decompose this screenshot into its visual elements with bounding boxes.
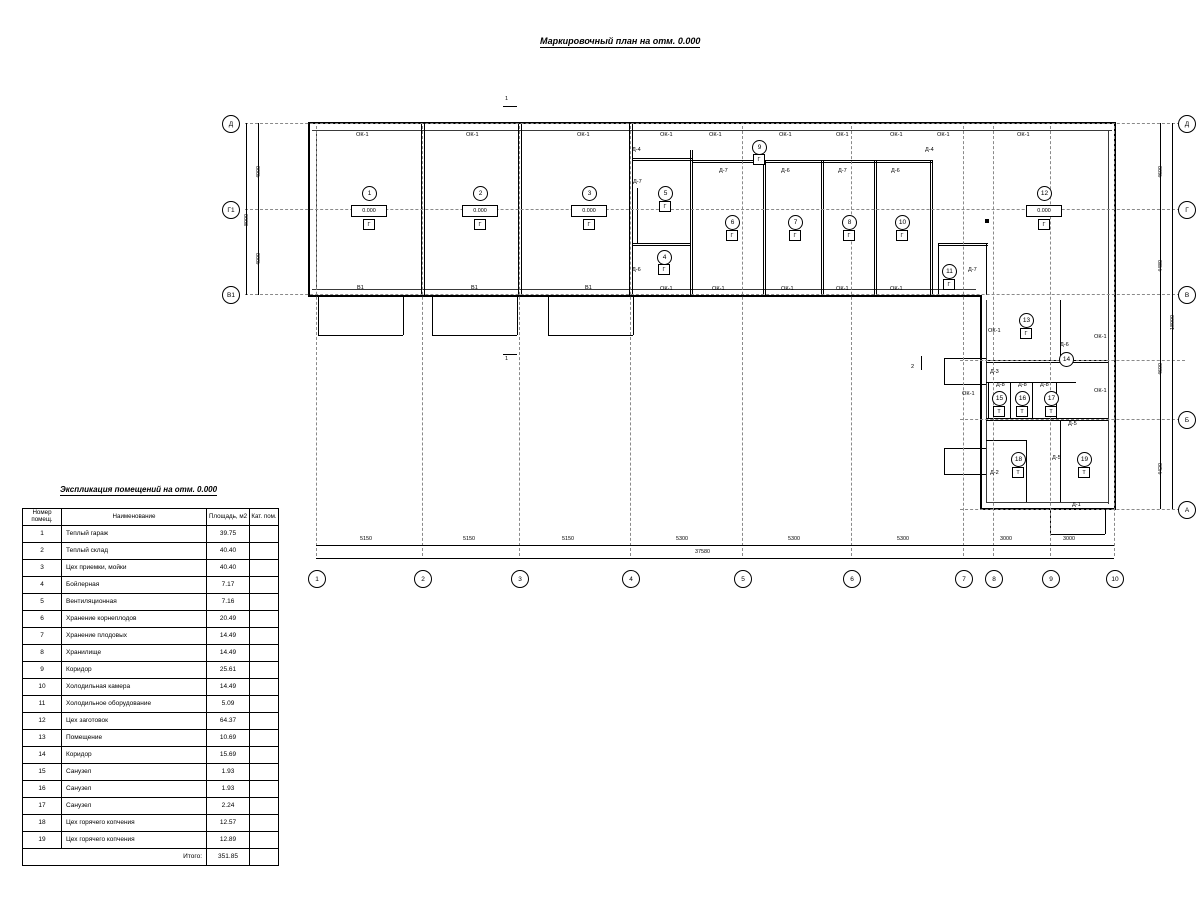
table-row bbox=[23, 645, 279, 662]
room-cat-12: Г bbox=[1038, 219, 1050, 230]
cell-number: 12 bbox=[23, 713, 62, 730]
dim-b-4: 5300 bbox=[676, 536, 688, 542]
wall-lowerwing-bottom-inner bbox=[986, 502, 1108, 503]
cell-area: 10.69 bbox=[207, 730, 250, 747]
window-label-11: ОК-1 bbox=[660, 286, 673, 292]
cell-name: Бойлерная bbox=[62, 577, 207, 594]
cell-number: 16 bbox=[23, 781, 62, 798]
room-marker-18: 18 bbox=[1011, 452, 1026, 467]
axis-bubble-bottom-2: 2 bbox=[414, 570, 432, 588]
cell-number: 8 bbox=[23, 645, 62, 662]
door-label-3: Д-7 bbox=[719, 168, 728, 174]
door-label-14: Д-5 bbox=[1068, 421, 1077, 427]
table-row bbox=[23, 594, 279, 611]
porch-2-bot bbox=[944, 474, 986, 475]
partition-6b bbox=[765, 160, 766, 297]
table-row bbox=[23, 611, 279, 628]
cell-kat bbox=[250, 798, 279, 815]
corridor-upper-wall-b bbox=[692, 162, 932, 163]
dim-line-right bbox=[1160, 123, 1161, 509]
gate-label-3: В1 bbox=[585, 285, 592, 291]
lw-part-d bbox=[986, 440, 1026, 441]
door-label-9: Д-7 bbox=[968, 267, 977, 273]
gate-sill-3-r bbox=[633, 297, 634, 335]
axis-bubble-V-right: В bbox=[1178, 286, 1196, 304]
axis-bubble-bottom-3: 3 bbox=[511, 570, 529, 588]
cell-name: Хранилище bbox=[62, 645, 207, 662]
window-label-17: ОК-1 bbox=[1094, 334, 1107, 340]
table-row bbox=[23, 679, 279, 696]
axis-bubble-bottom-1: 1 bbox=[308, 570, 326, 588]
grid-line-8 bbox=[993, 126, 994, 556]
cell-number: 18 bbox=[23, 815, 62, 832]
section-mark-1-top-line bbox=[503, 106, 517, 107]
window-label-15: ОК-1 bbox=[890, 286, 903, 292]
cell-area: 12.89 bbox=[207, 832, 250, 849]
cell-name: Санузел bbox=[62, 764, 207, 781]
cell-name: Цех приемки, мойки bbox=[62, 560, 207, 577]
room-level-2: 0.000 bbox=[462, 205, 498, 217]
grid-line-7 bbox=[963, 126, 964, 556]
table-row bbox=[23, 560, 279, 577]
cell-number: 17 bbox=[23, 798, 62, 815]
axis-bubble-V1-left: В1 bbox=[222, 286, 240, 304]
lw-part-v1 bbox=[1060, 300, 1061, 360]
door-label-1: Д-4 bbox=[632, 147, 641, 153]
cell-area: 7.17 bbox=[207, 577, 250, 594]
cell-area: 39.75 bbox=[207, 526, 250, 543]
room-marker-14: 14 bbox=[1059, 352, 1074, 367]
cell-number: 3 bbox=[23, 560, 62, 577]
grid-line-4 bbox=[630, 126, 631, 556]
cell-area: 1.93 bbox=[207, 764, 250, 781]
cell-number: 13 bbox=[23, 730, 62, 747]
table-row bbox=[23, 764, 279, 781]
room-marker-5: 5 bbox=[658, 186, 673, 201]
axis-bubble-bottom-6: 6 bbox=[843, 570, 861, 588]
door-label-5: Д-7 bbox=[838, 168, 847, 174]
dim-b-6: 5300 bbox=[897, 536, 909, 542]
porch-1-left bbox=[944, 358, 945, 384]
table-row bbox=[23, 526, 279, 543]
axis-bubble-bottom-8: 8 bbox=[985, 570, 1003, 588]
cell-number: 2 bbox=[23, 543, 62, 560]
wall-bottom-upper bbox=[308, 295, 980, 297]
gate-sill-1-r bbox=[403, 297, 404, 335]
cell-number: 7 bbox=[23, 628, 62, 645]
room-marker-9: 9 bbox=[752, 140, 767, 155]
room-level-3: 0.000 bbox=[571, 205, 607, 217]
total-label: Итого: bbox=[23, 849, 207, 866]
room-cat-17: Т bbox=[1045, 406, 1057, 417]
cell-kat bbox=[250, 696, 279, 713]
cell-area: 64.37 bbox=[207, 713, 250, 730]
window-label-1: ОК-1 bbox=[356, 132, 369, 138]
room-marker-6: 6 bbox=[725, 215, 740, 230]
window-label-7: ОК-1 bbox=[836, 132, 849, 138]
room-marker-19: 19 bbox=[1077, 452, 1092, 467]
grid-line-V1 bbox=[245, 294, 1185, 295]
cell-kat bbox=[250, 764, 279, 781]
door-label-12: Д-8 bbox=[1018, 382, 1027, 388]
cell-name: Хранение корнеплодов bbox=[62, 611, 207, 628]
cell-kat bbox=[250, 594, 279, 611]
cell-area: 12.57 bbox=[207, 815, 250, 832]
cell-area: 25.61 bbox=[207, 662, 250, 679]
window-label-3: ОК-1 bbox=[577, 132, 590, 138]
room-cat-19: Т bbox=[1078, 467, 1090, 478]
dim-b-total: 37580 bbox=[695, 549, 710, 555]
grid-line-Bb bbox=[960, 419, 1185, 420]
cell-kat bbox=[250, 645, 279, 662]
grid-line-1 bbox=[316, 126, 317, 556]
cell-number: 10 bbox=[23, 679, 62, 696]
cell-kat bbox=[250, 781, 279, 798]
corridor-upper-wall bbox=[692, 160, 932, 161]
cell-name: Холодильная камера bbox=[62, 679, 207, 696]
cell-name: Санузел bbox=[62, 798, 207, 815]
gate-label-1: В1 bbox=[357, 285, 364, 291]
partition-7b bbox=[823, 160, 824, 297]
door-label-4: Д-6 bbox=[781, 168, 790, 174]
dim-line-left-total bbox=[246, 123, 247, 295]
gate-sill-1 bbox=[318, 335, 403, 336]
grid-line-6 bbox=[851, 126, 852, 556]
room-marker-3: 3 bbox=[582, 186, 597, 201]
cell-area: 1.93 bbox=[207, 781, 250, 798]
dim-r-1: 4600 bbox=[1158, 166, 1164, 178]
cell-number: 15 bbox=[23, 764, 62, 781]
porch-3-right bbox=[1105, 510, 1106, 534]
cell-number: 14 bbox=[23, 747, 62, 764]
partition-7 bbox=[821, 160, 822, 297]
lw-part-v6 bbox=[1060, 420, 1061, 502]
window-label-6: ОК-1 bbox=[779, 132, 792, 138]
table-row bbox=[23, 798, 279, 815]
partition-corridor-mid-b bbox=[632, 245, 690, 246]
axis-bubble-D-right: Д bbox=[1178, 115, 1196, 133]
table-total-row bbox=[23, 849, 279, 866]
gate-sill-1-l bbox=[318, 297, 319, 335]
room-marker-4: 4 bbox=[657, 250, 672, 265]
dim-line-bottom bbox=[316, 545, 1114, 546]
table-row bbox=[23, 747, 279, 764]
cell-name: Санузел bbox=[62, 781, 207, 798]
wall-left-lower-wing bbox=[980, 295, 982, 510]
cell-area: 5.09 bbox=[207, 696, 250, 713]
th-kat: Кат. пом. bbox=[250, 509, 279, 526]
axis-bubble-G-right: Г bbox=[1178, 201, 1196, 219]
lw-part-c-b bbox=[986, 420, 1108, 421]
room-cat-4: Г bbox=[658, 264, 670, 275]
door-label-10: Д-3 bbox=[990, 369, 999, 375]
partition-corridor-top-b bbox=[632, 160, 692, 161]
axis-bubble-B-right: Б bbox=[1178, 411, 1196, 429]
cell-name: Цех горячего копчения bbox=[62, 832, 207, 849]
lw-part-v2 bbox=[988, 382, 989, 418]
plan-title: Маркировочный план на отм. 0.000 bbox=[540, 36, 701, 46]
axis-bubble-bottom-7: 7 bbox=[955, 570, 973, 588]
gate-sill-2-r bbox=[517, 297, 518, 335]
cell-kat bbox=[250, 543, 279, 560]
porch-2-left bbox=[944, 448, 945, 474]
dim-l-1: 4000 bbox=[256, 166, 262, 178]
room-marker-16: 16 bbox=[1015, 391, 1030, 406]
cell-name: Холодильное оборудование bbox=[62, 696, 207, 713]
axis-bubble-bottom-5: 5 bbox=[734, 570, 752, 588]
wall-lowerwing-left-inner bbox=[986, 300, 987, 502]
partition-corridor-top bbox=[632, 158, 692, 159]
cell-number: 4 bbox=[23, 577, 62, 594]
door-label-2: Д-7 bbox=[633, 179, 642, 185]
cell-kat bbox=[250, 679, 279, 696]
total-value: 351.85 bbox=[207, 849, 250, 866]
window-label-19: ОК-1 bbox=[962, 391, 975, 397]
equipment-marker bbox=[985, 219, 989, 223]
room-cat-13: Г bbox=[1020, 328, 1032, 339]
cell-name: Помещение bbox=[62, 730, 207, 747]
window-label-2: ОК-1 bbox=[466, 132, 479, 138]
dim-line-bottom-total bbox=[316, 558, 1114, 559]
grid-line-3 bbox=[519, 126, 520, 556]
door-label-18: Д-6 bbox=[1060, 342, 1069, 348]
room-marker-8: 8 bbox=[842, 215, 857, 230]
window-label-4: ОК-1 bbox=[660, 132, 673, 138]
porch-1-bot bbox=[944, 384, 986, 385]
room-cat-5: Г bbox=[659, 201, 671, 212]
cell-area: 40.40 bbox=[207, 560, 250, 577]
cell-number: 19 bbox=[23, 832, 62, 849]
room-cat-6: Г bbox=[726, 230, 738, 241]
room-schedule-table bbox=[22, 508, 279, 866]
room-marker-12: 12 bbox=[1037, 186, 1052, 201]
table-row bbox=[23, 696, 279, 713]
room-marker-17: 17 bbox=[1044, 391, 1059, 406]
cell-name: Хранение плодовых bbox=[62, 628, 207, 645]
window-label-10: ОК-1 bbox=[1017, 132, 1030, 138]
partition-4 bbox=[690, 150, 691, 297]
wall-top-inner bbox=[312, 130, 1112, 131]
partition-4b bbox=[692, 150, 693, 297]
porch-2-top bbox=[944, 448, 986, 449]
axis-bubble-bottom-10: 10 bbox=[1106, 570, 1124, 588]
cell-name: Коридор bbox=[62, 662, 207, 679]
door-label-13: Д-8 bbox=[1040, 382, 1049, 388]
grid-line-2 bbox=[422, 126, 423, 556]
gate-sill-2 bbox=[432, 335, 517, 336]
dim-r-3: 4600 bbox=[1158, 363, 1164, 375]
cell-number: 5 bbox=[23, 594, 62, 611]
room-level-12: 0.000 bbox=[1026, 205, 1062, 217]
room-marker-10: 10 bbox=[895, 215, 910, 230]
dim-b-7: 3000 bbox=[1000, 536, 1012, 542]
cell-area: 7.16 bbox=[207, 594, 250, 611]
room-cat-1: Г bbox=[363, 219, 375, 230]
cell-kat bbox=[250, 526, 279, 543]
table-row bbox=[23, 713, 279, 730]
partition-8 bbox=[874, 160, 875, 297]
th-name: Наименование bbox=[62, 509, 207, 526]
lw-part-v4 bbox=[1032, 382, 1033, 418]
window-label-5: ОК-1 bbox=[709, 132, 722, 138]
grid-line-A bbox=[960, 509, 1185, 510]
room-cat-8: Г bbox=[843, 230, 855, 241]
porch-3-bot bbox=[1050, 534, 1105, 535]
partition-5 bbox=[637, 188, 638, 243]
section-mark-2-line bbox=[921, 356, 922, 370]
door-label-15: Д-2 bbox=[990, 470, 999, 476]
room-cat-18: Т bbox=[1012, 467, 1024, 478]
axis-bubble-A-right: А bbox=[1178, 501, 1196, 519]
cell-area: 2.24 bbox=[207, 798, 250, 815]
axis-bubble-G1-left: Г1 bbox=[222, 201, 240, 219]
lw-part-v7 bbox=[1026, 440, 1027, 502]
cell-kat bbox=[250, 832, 279, 849]
grid-line-10 bbox=[1114, 126, 1115, 556]
lw-part-v3 bbox=[1010, 382, 1011, 418]
lw-part-a-b bbox=[986, 362, 1108, 363]
room-cat-2: Г bbox=[474, 219, 486, 230]
cell-name: Теплый склад bbox=[62, 543, 207, 560]
dim-b-3: 5150 bbox=[562, 536, 574, 542]
table-row bbox=[23, 815, 279, 832]
table-row bbox=[23, 832, 279, 849]
table-row bbox=[23, 662, 279, 679]
dim-b-5: 5300 bbox=[788, 536, 800, 542]
cell-area: 20.49 bbox=[207, 611, 250, 628]
room-level-1: 0.000 bbox=[351, 205, 387, 217]
cell-kat bbox=[250, 730, 279, 747]
cell-kat bbox=[250, 713, 279, 730]
room-marker-7: 7 bbox=[788, 215, 803, 230]
partition-8b bbox=[876, 160, 877, 297]
room-cat-10: Г bbox=[896, 230, 908, 241]
section-mark-2: 2 bbox=[911, 364, 915, 370]
partition-corridor-mid bbox=[632, 243, 690, 244]
gate-sill-2-l bbox=[432, 297, 433, 335]
room-cat-7: Г bbox=[789, 230, 801, 241]
gate-sill-3 bbox=[548, 335, 633, 336]
wall-right-inner bbox=[1108, 130, 1109, 504]
cell-kat bbox=[250, 815, 279, 832]
porch-1-top bbox=[944, 358, 986, 359]
room-marker-1: 1 bbox=[362, 186, 377, 201]
room-marker-13: 13 bbox=[1019, 313, 1034, 328]
cell-area: 14.49 bbox=[207, 679, 250, 696]
partition-9 bbox=[930, 160, 931, 297]
axis-bubble-D-left: Д bbox=[222, 115, 240, 133]
door-label-6: Д-6 bbox=[891, 168, 900, 174]
table-row bbox=[23, 781, 279, 798]
cell-number: 1 bbox=[23, 526, 62, 543]
cell-area: 40.40 bbox=[207, 543, 250, 560]
th-area: Площадь, м2 bbox=[207, 509, 250, 526]
window-label-12: ОК-1 bbox=[712, 286, 725, 292]
dim-line-left bbox=[258, 123, 259, 295]
room-cat-11: Г bbox=[943, 279, 955, 290]
cell-area: 15.69 bbox=[207, 747, 250, 764]
gate-sill-3-l bbox=[548, 297, 549, 335]
axis-bubble-bottom-4: 4 bbox=[622, 570, 640, 588]
section-mark-1-bottom-line bbox=[503, 354, 517, 355]
cell-number: 11 bbox=[23, 696, 62, 713]
cell-number: 6 bbox=[23, 611, 62, 628]
cell-name: Цех заготовок bbox=[62, 713, 207, 730]
window-label-18: ОК-1 bbox=[1094, 388, 1107, 394]
window-label-16: ОК-1 bbox=[988, 328, 1001, 334]
room-cat-15: Т bbox=[993, 406, 1005, 417]
door-label-8: Д-6 bbox=[632, 267, 641, 273]
cell-name: Коридор bbox=[62, 747, 207, 764]
cell-kat bbox=[250, 577, 279, 594]
partition-9b bbox=[932, 160, 933, 297]
door-label-7: Д-4 bbox=[925, 147, 934, 153]
door-label-17: Д-1 bbox=[1072, 502, 1081, 508]
section-mark-1-bottom: 1 bbox=[505, 356, 509, 362]
door-label-16: Д-5 bbox=[1052, 455, 1061, 461]
cell-number: 9 bbox=[23, 662, 62, 679]
window-label-9: ОК-1 bbox=[937, 132, 950, 138]
window-label-8: ОК-1 bbox=[890, 132, 903, 138]
cell-name: Теплый гараж bbox=[62, 526, 207, 543]
room-cat-16: Т bbox=[1016, 406, 1028, 417]
cell-kat bbox=[250, 747, 279, 764]
window-label-14: ОК-1 bbox=[836, 286, 849, 292]
window-label-13: ОК-1 bbox=[781, 286, 794, 292]
room-cat-9: Г bbox=[753, 154, 765, 165]
cell-kat bbox=[250, 628, 279, 645]
dim-b-8: 3000 bbox=[1063, 536, 1075, 542]
cell-kat bbox=[250, 662, 279, 679]
th-number: Номер помещ. bbox=[23, 509, 62, 526]
gate-label-2: В1 bbox=[471, 285, 478, 291]
cell-area: 14.49 bbox=[207, 645, 250, 662]
cell-name: Цех горячего копчения bbox=[62, 815, 207, 832]
cell-kat bbox=[250, 560, 279, 577]
door-label-11: Д-8 bbox=[996, 382, 1005, 388]
cell-kat bbox=[250, 611, 279, 628]
dim-r-4: 4420 bbox=[1158, 463, 1164, 475]
room-cat-3: Г bbox=[583, 219, 595, 230]
total-kat bbox=[250, 849, 279, 866]
dim-b-1: 5150 bbox=[360, 536, 372, 542]
dim-b-2: 5150 bbox=[463, 536, 475, 542]
partition-6 bbox=[763, 160, 764, 297]
room-marker-11: 11 bbox=[942, 264, 957, 279]
grid-line-D bbox=[245, 123, 1185, 124]
room-marker-2: 2 bbox=[473, 186, 488, 201]
table-header-row bbox=[23, 509, 279, 526]
dim-l-total: 8000 bbox=[244, 214, 250, 226]
table-row bbox=[23, 730, 279, 747]
table-row bbox=[23, 577, 279, 594]
dim-r-2: 4480 bbox=[1158, 260, 1164, 272]
axis-bubble-bottom-9: 9 bbox=[1042, 570, 1060, 588]
room11-right bbox=[986, 243, 987, 295]
grid-line-5 bbox=[742, 126, 743, 556]
table-title: Экспликация помещений на отм. 0.000 bbox=[60, 485, 218, 494]
section-mark-1-top: 1 bbox=[505, 96, 509, 102]
table-row bbox=[23, 543, 279, 560]
table-row bbox=[23, 628, 279, 645]
room11-left bbox=[938, 243, 939, 295]
dim-r-total: 18000 bbox=[1170, 315, 1176, 330]
cell-name: Вентиляционная bbox=[62, 594, 207, 611]
cell-area: 14.49 bbox=[207, 628, 250, 645]
dim-l-2: 4000 bbox=[256, 253, 262, 265]
room-marker-15: 15 bbox=[992, 391, 1007, 406]
